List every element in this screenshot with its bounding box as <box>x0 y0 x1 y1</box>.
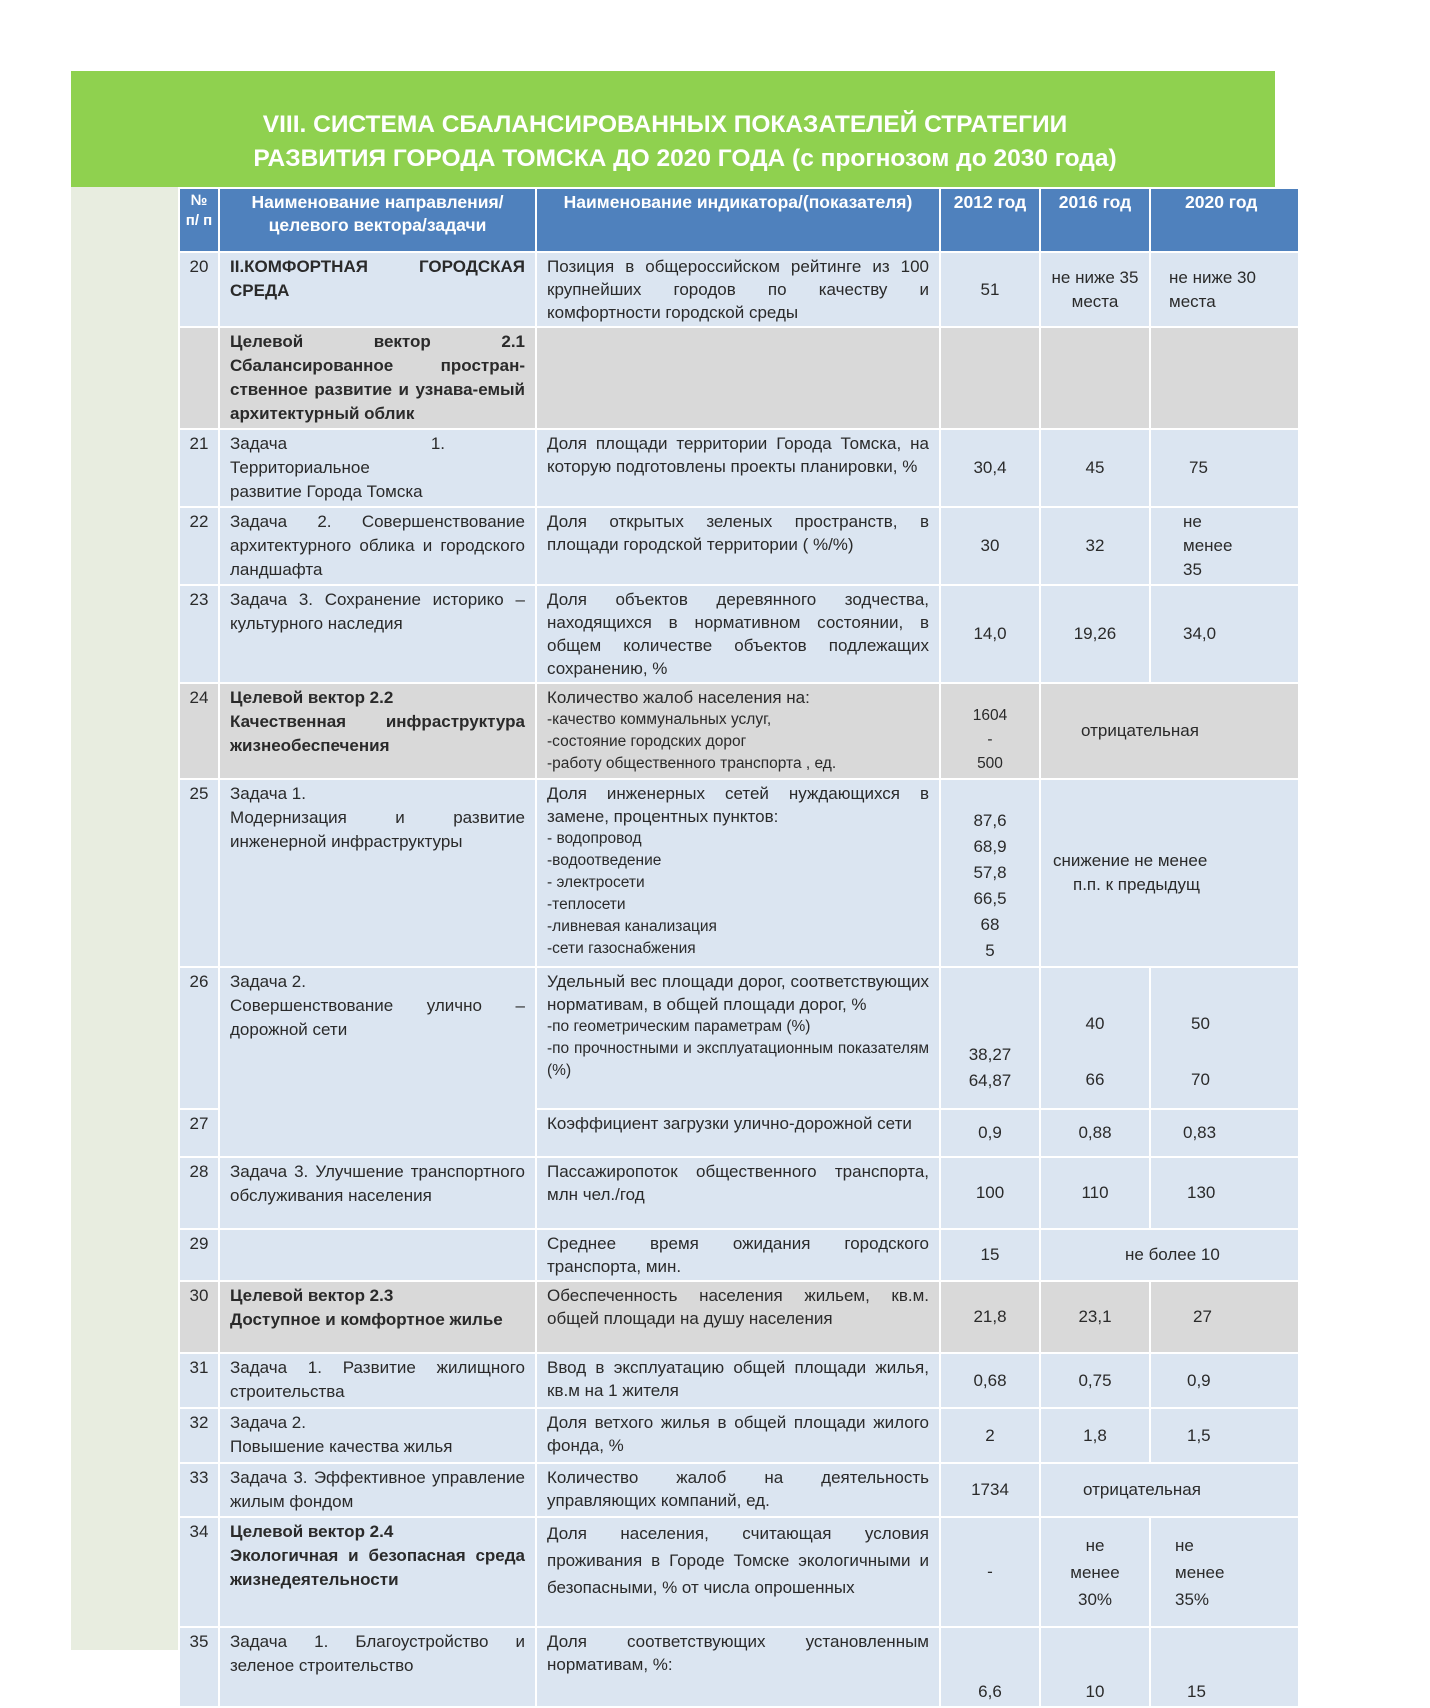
value-2020: 75 <box>1150 429 1299 507</box>
row-name: Задача 3. Сохранение историко – культурного наследия <box>219 585 536 683</box>
title-line-1: VIII. СИСТЕМА СБАЛАНСИРОВАННЫХ ПОКАЗАТЕЛЕЙ СТРАТЕГИИ <box>262 111 1068 138</box>
value-2020: 34,0 <box>1150 585 1299 683</box>
value-2020: 27 <box>1150 1281 1299 1353</box>
value-line: 57,8 <box>973 863 1007 882</box>
value-2020: не ниже 30 места <box>1150 252 1299 327</box>
row-name <box>219 779 536 967</box>
value-line: 38,27 <box>968 1045 1012 1064</box>
row-indicator: Доля открытых зеленых пространств, в площади городской территории ( %/%) <box>536 507 940 585</box>
row-num: 29 <box>179 1229 219 1281</box>
value-2020: 0,83 <box>1150 1109 1299 1157</box>
row-name: Задача 1. Территориальное развитие Города Томска <box>219 429 536 507</box>
trend-value: отрицательная <box>1040 683 1299 779</box>
value-line: 500 <box>977 755 1003 772</box>
indicator-line: -теплосети <box>547 896 626 913</box>
header-name: Наименование направления/ целевого вектора/задачи <box>219 188 536 252</box>
header-num: № п/ п <box>179 188 219 252</box>
row-num: 34 <box>179 1517 219 1627</box>
value-2012: 0,68 <box>940 1353 1040 1408</box>
value-2012: 30,4 <box>940 429 1040 507</box>
header-2020: 2020 год <box>1150 188 1299 252</box>
row-name <box>219 967 536 1157</box>
indicator-line: Количество жалоб населения на: <box>547 688 810 707</box>
value-line: 40 <box>1085 1014 1105 1033</box>
row-name <box>219 683 536 779</box>
row-num: 21 <box>179 429 219 507</box>
value-2012: 1734 <box>940 1463 1040 1517</box>
row-indicator <box>536 683 940 779</box>
row-num: 24 <box>179 683 219 779</box>
row-name-line: Целевой вектор 2.3 <box>230 1286 394 1305</box>
row-indicator: Доля ветхого жилья в общей площади жилого фонда, % <box>536 1408 940 1463</box>
value-2016: 1,8 <box>1040 1408 1150 1463</box>
table-row <box>179 1463 1299 1517</box>
indicator-line: -водоотведение <box>547 852 662 869</box>
value-2020 <box>1150 967 1299 1109</box>
indicator-line: - водопровод <box>547 830 642 847</box>
row-name: Задача 1. Благоустройство и зеленое строительство <box>219 1627 536 1707</box>
trend-line: п.п. к предыдущ <box>1073 875 1201 894</box>
row-indicator: Доля населения, считающая условия проживания в Городе Томске экологичными и безопасными, % от числа опрошенных <box>536 1517 940 1627</box>
value-2016: не ниже 35 места <box>1040 252 1150 327</box>
row-name-line: Модернизация и развитие инженерной инфраструктуры <box>230 808 525 851</box>
value-gap <box>1191 1038 1296 1066</box>
trend-value: отрицательная <box>1040 1463 1299 1517</box>
page-title <box>160 108 1430 176</box>
trend-line: снижение не менее <box>1053 851 1208 870</box>
value-2012: 15 <box>940 1229 1040 1281</box>
row-name: Задача 1. Развитие жилищного строительства <box>219 1353 536 1408</box>
table-row <box>179 1229 1299 1281</box>
value-line: 68 <box>980 915 1000 934</box>
value-line: 5 <box>985 941 995 960</box>
value-2020: 0,9 <box>1150 1353 1299 1408</box>
table-row <box>179 252 1299 327</box>
value-2016: 0,75 <box>1040 1353 1150 1408</box>
row-num: 22 <box>179 507 219 585</box>
indicator-line: - электросети <box>547 874 645 891</box>
value-2016 <box>1040 967 1150 1109</box>
row-name-line: Задача 2. <box>230 972 306 991</box>
value-2012 <box>940 967 1040 1109</box>
indicator-line: Удельный вес площади дорог, соответствующих нормативам, в общей площади дорог, % <box>547 972 929 1014</box>
value-2012: 6,6 <box>940 1627 1040 1707</box>
indicator-line: Доля инженерных сетей нуждающихся в замене, процентных пунктов: <box>547 784 929 826</box>
value-2020: 1,5 <box>1150 1408 1299 1463</box>
indicator-line: -ливневая канализация <box>547 918 717 935</box>
header-2016: 2016 год <box>1040 188 1150 252</box>
row-num: 33 <box>179 1463 219 1517</box>
value-2012: 14,0 <box>940 585 1040 683</box>
row-name: Задача 2. Совершенствование архитектурного облика и городского ландшафта <box>219 507 536 585</box>
table-row <box>179 1157 1299 1229</box>
value-2012: 0,9 <box>940 1109 1040 1157</box>
row-name-line: Целевой вектор 2.2 <box>230 688 394 707</box>
row-name-line: Доступное и комфортное жилье <box>230 1310 503 1329</box>
value-2012: 51 <box>940 252 1040 327</box>
value-line: 66,5 <box>973 889 1007 908</box>
value-2016: 32 <box>1040 507 1150 585</box>
row-name-line: Совершенствование улично – дорожной сети <box>230 996 525 1039</box>
row-name-line: Экологичная и безопасная среда жизнедеятельности <box>230 1546 525 1589</box>
row-indicator: Ввод в эксплуатацию общей площади жилья, кв.м на 1 жителя <box>536 1353 940 1408</box>
row-indicator: Пассажиропоток общественного транспорта, млн чел./год <box>536 1157 940 1229</box>
value-2016: 45 <box>1040 429 1150 507</box>
value-line: 68,9 <box>973 837 1007 856</box>
row-name: Задача 3. Эффективное управление жилым фондом <box>219 1463 536 1517</box>
row-name <box>219 1281 536 1353</box>
value-2012: - <box>940 1517 1040 1627</box>
row-indicator: Обеспеченность населения жильем, кв.м. общей площади на душу населения <box>536 1281 940 1353</box>
value-2012: 100 <box>940 1157 1040 1229</box>
row-name-line: Качественная инфраструктура жизнеобеспечения <box>230 712 525 755</box>
value-line: - <box>987 731 993 748</box>
table-row <box>179 683 1299 779</box>
row-indicator: Доля объектов деревянного зодчества, находящихся в нормативном состоянии, в общем количестве объектов подлежащих сохранению, % <box>536 585 940 683</box>
table-row <box>179 585 1299 683</box>
table-row <box>179 327 1299 429</box>
value-2012 <box>940 683 1040 779</box>
row-num: 25 <box>179 779 219 967</box>
row-name-line: Задача 1. <box>230 784 306 803</box>
value-2012: 21,8 <box>940 1281 1040 1353</box>
row-name <box>219 1408 536 1463</box>
trend-value <box>1040 779 1299 967</box>
indicators-table <box>178 187 1300 1708</box>
indicator-line: -сети газоснабжения <box>547 940 696 957</box>
table-header-row <box>179 188 1299 252</box>
row-num: 26 <box>179 967 219 1109</box>
value-2020: не менее 35% <box>1150 1517 1299 1627</box>
row-indicator: Количество жалоб на деятельность управляющих компаний, ед. <box>536 1463 940 1517</box>
value-gap <box>1043 1038 1147 1066</box>
row-num: 20 <box>179 252 219 327</box>
value-line: 66 <box>1085 1070 1105 1089</box>
table-row <box>179 1353 1299 1408</box>
value-2012: 2 <box>940 1408 1040 1463</box>
row-indicator: Доля площади территории Города Томска, на которую подготовлены проекты планировки, % <box>536 429 940 507</box>
value-2016: 19,26 <box>1040 585 1150 683</box>
row-name: II.КОМФОРТНАЯ ГОРОДСКАЯ СРЕДА <box>219 252 536 327</box>
indicator-line: -качество коммунальных услуг, <box>547 711 772 728</box>
row-num: 23 <box>179 585 219 683</box>
row-name-line: Задача 2. <box>230 1413 306 1432</box>
row-name <box>219 1517 536 1627</box>
value-2016: 23,1 <box>1040 1281 1150 1353</box>
table-row <box>179 429 1299 507</box>
value-2016: 0,88 <box>1040 1109 1150 1157</box>
value-2020: 130 <box>1150 1157 1299 1229</box>
table-row <box>179 779 1299 967</box>
value-2016: 10 <box>1040 1627 1150 1707</box>
value-line: 1604 <box>972 707 1008 724</box>
value-line: 50 <box>1191 1014 1210 1033</box>
row-name: Задача 3. Улучшение транспортного обслуживания населения <box>219 1157 536 1229</box>
row-indicator: Коэффициент загрузки улично-дорожной сети <box>536 1109 940 1157</box>
row-name-line: Повышение качества жилья <box>230 1437 453 1456</box>
header-indicator: Наименование индикатора/(показателя) <box>536 188 940 252</box>
trend-value: не более 10 <box>1040 1229 1299 1281</box>
table-row <box>179 507 1299 585</box>
table-row <box>179 967 1299 1109</box>
row-indicator: Доля соответствующих установленным нормативам, %: <box>536 1627 940 1707</box>
value-2016: 110 <box>1040 1157 1150 1229</box>
row-indicator: Позиция в общероссийском рейтинге из 100 крупнейших городов по качеству и комфортности городской среды <box>536 252 940 327</box>
row-num: 27 <box>179 1109 219 1157</box>
row-name: Целевой вектор 2.1 Сбалансированное простран-ственное развитие и узнава-емый архитектурный облик <box>219 327 536 429</box>
indicator-line: -по геометрическим параметрам (%) <box>547 1018 811 1035</box>
indicator-line: -состояние городских дорог <box>547 733 747 750</box>
header-2012: 2012 год <box>940 188 1040 252</box>
value-2012 <box>940 779 1040 967</box>
table-row <box>179 1517 1299 1627</box>
row-num: 31 <box>179 1353 219 1408</box>
row-indicator <box>536 779 940 967</box>
value-line: 70 <box>1191 1070 1210 1089</box>
row-indicator <box>536 967 940 1109</box>
value-2012: 30 <box>940 507 1040 585</box>
row-num: 35 <box>179 1627 219 1707</box>
value-line: 87,6 <box>973 811 1007 830</box>
left-decor-bar <box>71 187 178 1650</box>
value-2020: не менее 35 <box>1150 507 1299 585</box>
indicator-line: -работу общественного транспорта , ед. <box>547 755 837 772</box>
table-row <box>179 1627 1299 1707</box>
indicator-line: -по прочностными и эксплуатационным показателям (%) <box>547 1040 929 1079</box>
indicators-table-container <box>178 187 1275 1701</box>
title-line-2: РАЗВИТИЯ ГОРОДА ТОМСКА ДО 2020 ГОДА (с прогнозом до 2030 года) <box>253 145 1117 172</box>
table-row <box>179 1281 1299 1353</box>
value-2016: не менее 30% <box>1040 1517 1150 1627</box>
row-indicator: Среднее время ожидания городского транспорта, мин. <box>536 1229 940 1281</box>
row-name-line: Целевой вектор 2.4 <box>230 1522 394 1541</box>
row-num: 28 <box>179 1157 219 1229</box>
table-row <box>179 1408 1299 1463</box>
row-num: 30 <box>179 1281 219 1353</box>
row-num: 32 <box>179 1408 219 1463</box>
value-line: 64,87 <box>968 1071 1012 1090</box>
value-2020: 15 <box>1150 1627 1299 1707</box>
